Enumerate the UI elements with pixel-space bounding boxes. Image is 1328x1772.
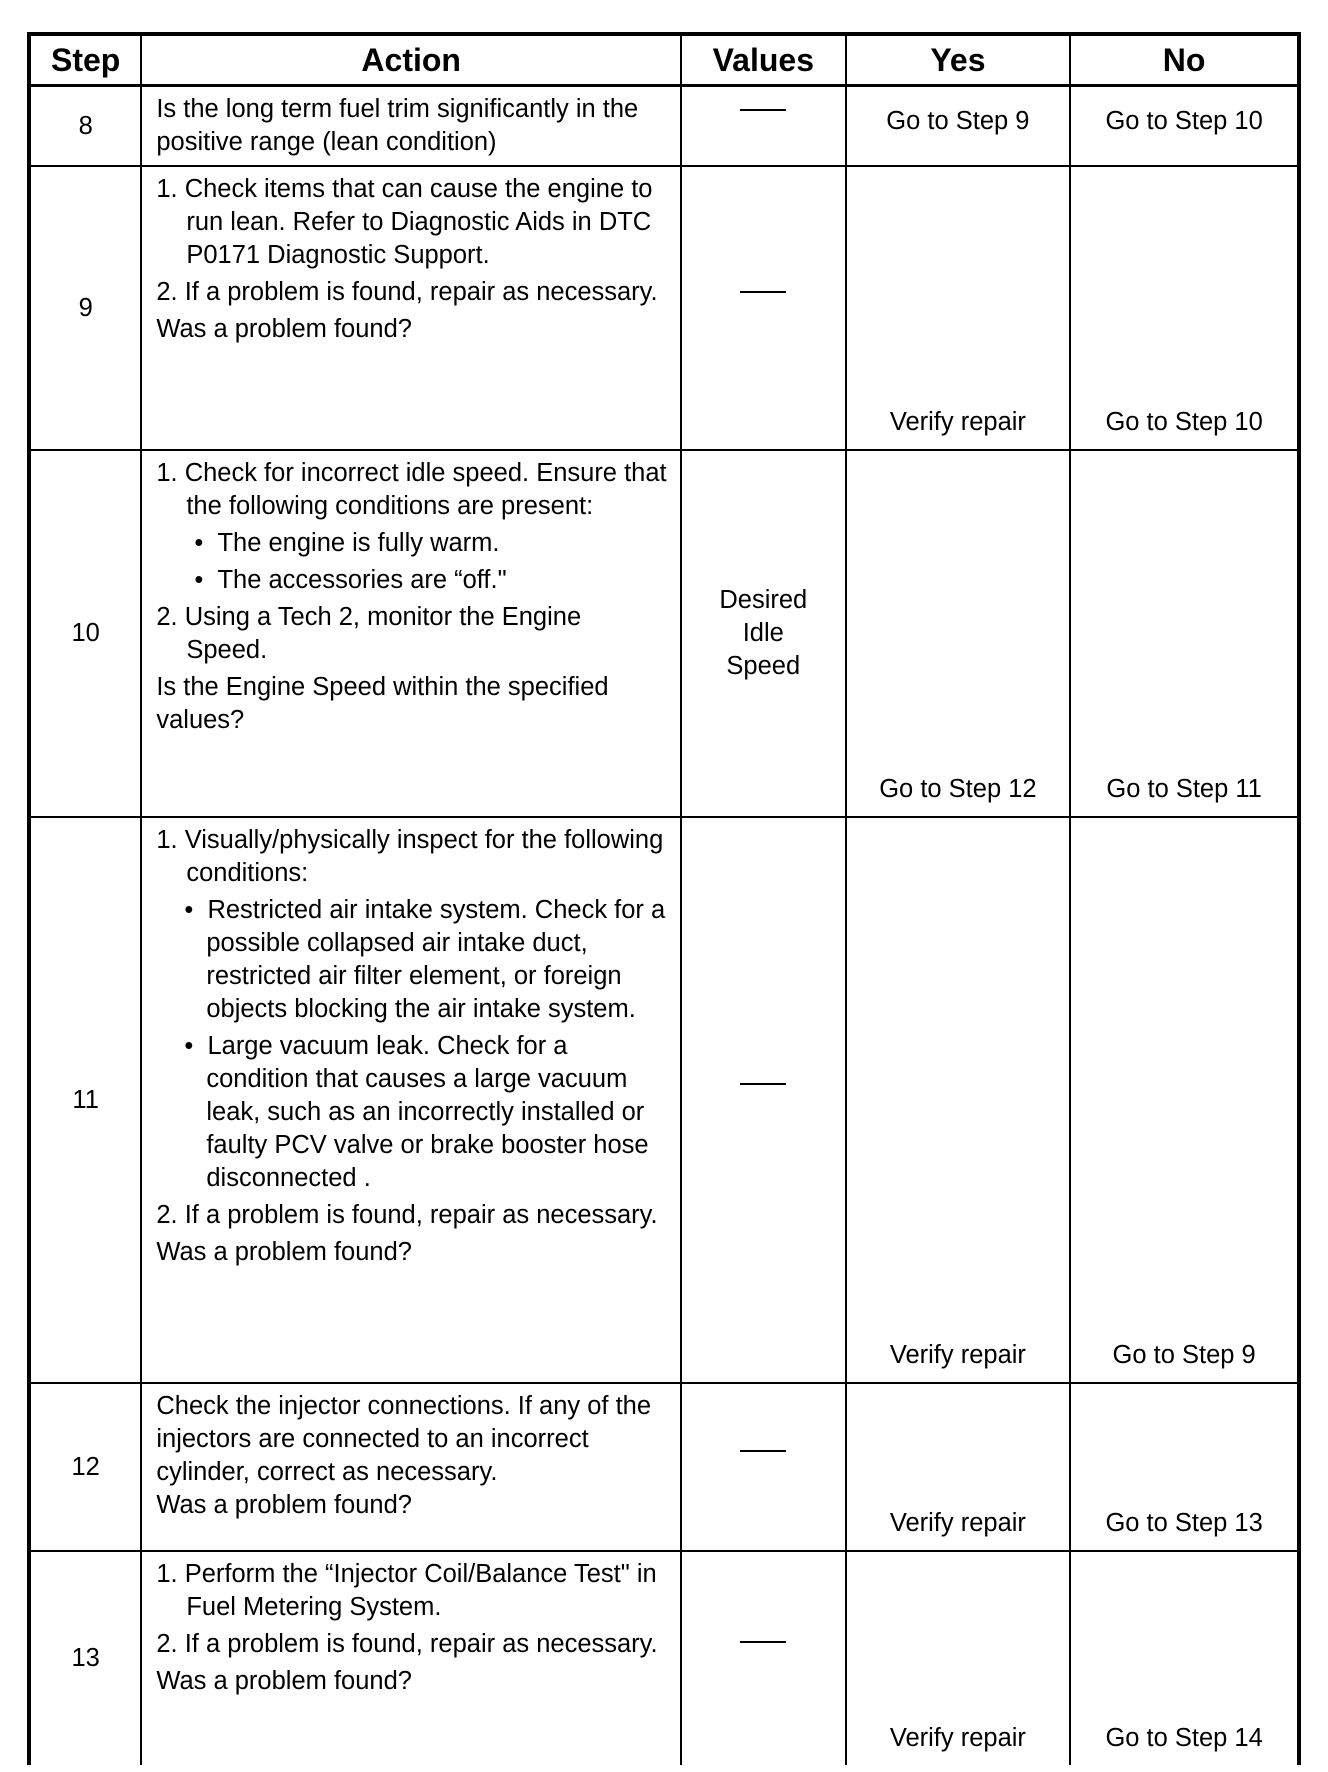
action-item: 2. If a problem is found, repair as necessary. <box>156 1630 658 1658</box>
table-row <box>29 86 1299 167</box>
action-text: Check the injector connections. If any of the injectors are connected to an incorrect cylinder, correct as necessary. <box>156 1392 652 1486</box>
step-number: 13 <box>29 1551 141 1765</box>
action-item: 2. Using a Tech 2, monitor the Engine Speed. <box>156 603 582 664</box>
values-cell <box>681 166 846 450</box>
bullet-icon: • <box>194 566 218 594</box>
action-item: 1. Visually/physically inspect for the following conditions: <box>156 826 664 887</box>
empty-value-dash <box>740 109 786 144</box>
action-question: Was a problem found? <box>156 1238 412 1266</box>
no-cell: Go to Step 14 <box>1070 1551 1299 1765</box>
header-no: No <box>1070 34 1299 86</box>
empty-value-dash <box>740 1083 786 1118</box>
action-cell <box>141 166 681 450</box>
action-cell <box>141 1383 681 1551</box>
empty-value-dash <box>740 1641 786 1676</box>
diagnostic-table-page <box>27 32 1301 1765</box>
header-row <box>29 34 1299 86</box>
step-number: 12 <box>29 1383 141 1551</box>
no-cell: Go to Step 10 <box>1070 86 1299 167</box>
header-action: Action <box>141 34 681 86</box>
action-question: Was a problem found? <box>156 315 412 343</box>
table-row <box>29 817 1299 1383</box>
bullet-icon: • <box>184 896 208 924</box>
values-line: Idle <box>742 619 784 647</box>
step-number: 9 <box>29 166 141 450</box>
action-item: 1. Perform the “Injector Coil/Balance Test" in Fuel Metering System. <box>156 1560 657 1621</box>
action-item: 1. Check items that can cause the engine to run lean. Refer to Diagnostic Aids in DTC P0171 Diagnostic Support. <box>156 175 653 269</box>
yes-cell: Go to Step 9 <box>846 86 1071 167</box>
action-cell <box>141 817 681 1383</box>
bullet-icon: • <box>194 529 218 557</box>
values-line: Desired <box>719 586 808 614</box>
table-row <box>29 450 1299 817</box>
action-cell <box>141 86 681 167</box>
action-bullet: • The accessories are “off." <box>194 566 507 594</box>
action-text: Is the long term fuel trim significantly in the positive range (lean condition) <box>156 95 639 156</box>
yes-cell: Verify repair <box>846 1551 1071 1765</box>
action-cell <box>141 1551 681 1765</box>
action-item: 1. Check for incorrect idle speed. Ensure that the following conditions are present: <box>156 459 667 520</box>
values-cell <box>681 86 846 167</box>
table-row <box>29 1551 1299 1765</box>
empty-value-dash <box>740 291 786 326</box>
no-cell: Go to Step 10 <box>1070 166 1299 450</box>
no-cell: Go to Step 9 <box>1070 817 1299 1383</box>
table-row <box>29 166 1299 450</box>
no-cell: Go to Step 11 <box>1070 450 1299 817</box>
action-item: 2. If a problem is found, repair as necessary. <box>156 278 658 306</box>
no-cell: Go to Step 13 <box>1070 1383 1299 1551</box>
action-question: Was a problem found? <box>156 1667 412 1695</box>
values-cell <box>681 817 846 1383</box>
step-number: 11 <box>29 817 141 1383</box>
bullet-icon: • <box>184 1032 208 1060</box>
yes-cell: Verify repair <box>846 1383 1071 1551</box>
action-bullet: • The engine is fully warm. <box>194 529 500 557</box>
yes-cell: Verify repair <box>846 166 1071 450</box>
action-question: Was a problem found? <box>156 1491 412 1519</box>
action-bullet: • Large vacuum leak. Check for a condition that causes a large vacuum leak, such as an incorrectly installed or faulty PCV valve or brake booster hose disconnected . <box>184 1032 649 1192</box>
values-cell <box>681 450 846 817</box>
header-yes: Yes <box>846 34 1071 86</box>
yes-cell: Go to Step 12 <box>846 450 1071 817</box>
table-row <box>29 1383 1299 1551</box>
step-number: 8 <box>29 86 141 167</box>
action-item: 2. If a problem is found, repair as necessary. <box>156 1201 658 1229</box>
step-number: 10 <box>29 450 141 817</box>
values-line: Speed <box>726 652 801 680</box>
values-cell <box>681 1551 846 1765</box>
values-cell <box>681 1383 846 1551</box>
action-question: Is the Engine Speed within the specified values? <box>156 673 609 734</box>
diagnostic-table <box>27 32 1301 1765</box>
header-values: Values <box>681 34 846 86</box>
action-bullet: • Restricted air intake system. Check for a possible collapsed air intake duct, restricted air filter element, or foreign objects blocking the air intake system. <box>184 896 666 1023</box>
header-step: Step <box>29 34 141 86</box>
action-cell <box>141 450 681 817</box>
empty-value-dash <box>740 1450 786 1485</box>
yes-cell: Verify repair <box>846 817 1071 1383</box>
